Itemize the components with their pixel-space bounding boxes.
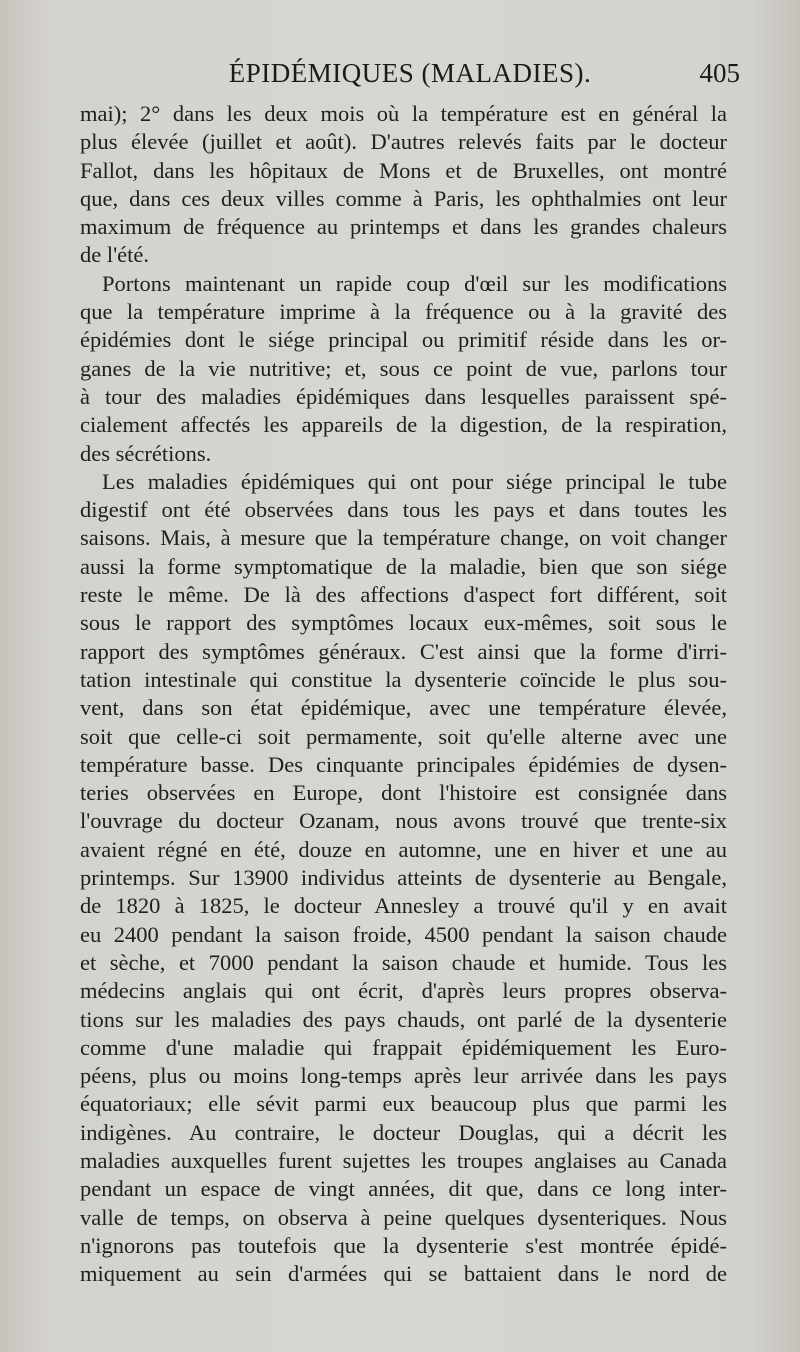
text-line: aussi la forme symptomatique de la maladie, bien que son siége — [80, 553, 727, 579]
text-line: miquement au sein d'armées qui se battaient dans le nord de — [80, 1261, 727, 1287]
text-line: soit que celle-ci soit permamente, soit qu'elle alterne avec une — [80, 723, 727, 749]
text-line: eu 2400 pendant la saison froide, 4500 pendant la saison chaude — [80, 921, 727, 947]
text-line: à tour des maladies épidémiques dans lesquelles paraissent spé- — [80, 383, 727, 409]
text-line: Portons maintenant un rapide coup d'œil sur les modifications — [102, 270, 727, 296]
text-line: comme d'une maladie qui frappait épidémiquement les Euro- — [80, 1034, 727, 1060]
text-line: pendant un espace de vingt années, dit que, dans ce long inter- — [80, 1176, 727, 1202]
text-line: rapport des symptômes généraux. C'est ainsi que la forme d'irri- — [80, 638, 727, 664]
text-line: Fallot, dans les hôpitaux de Mons et de Bruxelles, ont montré — [80, 157, 727, 183]
text-line: sous le rapport des symptômes locaux eux-mêmes, soit sous le — [80, 610, 727, 636]
text-line: digestif ont été observées dans tous les pays et dans toutes les — [80, 497, 727, 523]
text-line: maladies auxquelles furent sujettes les troupes anglaises au Canada — [80, 1147, 727, 1173]
running-title: ÉPIDÉMIQUES (MALADIES). — [228, 58, 592, 88]
text-line: saisons. Mais, à mesure que la température change, on voit changer — [80, 525, 727, 551]
text-line: de 1820 à 1825, le docteur Annesley a trouvé qu'il y en avait — [80, 893, 727, 919]
text-line: plus élevée (juillet et août). D'autres relevés faits par le docteur — [80, 129, 727, 155]
text-line: cialement affectés les appareils de la digestion, de la respiration, — [80, 412, 727, 438]
text-line: teries observées en Europe, dont l'histoire est consignée dans — [80, 780, 727, 806]
text-line: des sécrétions. — [80, 440, 212, 466]
text-line: avaient régné en été, douze en automne, une en hiver et une au — [80, 836, 727, 862]
text-line: épidémies dont le siége principal ou primitif réside dans les or- — [80, 327, 727, 353]
text-line: printemps. Sur 13900 individus atteints de dysenterie au Bengale, — [80, 865, 727, 891]
text-line: tions sur les maladies des pays chauds, ont parlé de la dysenterie — [80, 1006, 727, 1032]
text-line: Les maladies épidémiques qui ont pour siége principal le tube — [102, 468, 727, 494]
text-line: indigènes. Au contraire, le docteur Douglas, qui a décrit les — [80, 1119, 727, 1145]
text-line: l'ouvrage du docteur Ozanam, nous avons trouvé que trente-six — [80, 808, 727, 834]
text-line: médecins anglais qui ont écrit, d'après leurs propres observa- — [80, 978, 727, 1004]
text-line: reste le même. De là des affections d'aspect fort différent, soit — [80, 582, 727, 608]
text-line: ganes de la vie nutritive; et, sous ce point de vue, parlons tour — [80, 355, 727, 381]
text-line: mai); 2° dans les deux mois où la température est en général la — [80, 101, 727, 126]
page-header — [80, 58, 740, 98]
text-line: température basse. Des cinquante principales épidémies de dysen- — [80, 751, 727, 777]
text-line: que, dans ces deux villes comme à Paris, les ophthalmies ont leur — [80, 185, 727, 211]
text-line: équatoriaux; elle sévit parmi eux beaucoup plus que parmi les — [80, 1091, 727, 1117]
text-line: maximum de fréquence au printemps et dans les grandes chaleurs — [80, 214, 727, 240]
text-line: de l'été. — [80, 242, 150, 268]
text-line: valle de temps, on observa à peine quelques dysenteriques. Nous — [80, 1204, 727, 1230]
text-line: tation intestinale qui constitue la dysenterie coïncide le plus sou- — [80, 666, 727, 692]
text-line: et sèche, et 7000 pendant la saison chaude et humide. Tous les — [80, 949, 727, 975]
text-line: péens, plus ou moins long-temps après leur arrivée dans les pays — [80, 1063, 727, 1089]
text-line: n'ignorons pas toutefois que la dysenterie s'est montrée épidé- — [80, 1232, 727, 1258]
page-number: 405 — [699, 58, 740, 88]
text-line: que la température imprime à la fréquence ou à la gravité des — [80, 299, 727, 325]
text-line: vent, dans son état épidémique, avec une température élevée, — [80, 695, 727, 721]
body-text — [80, 100, 727, 1288]
